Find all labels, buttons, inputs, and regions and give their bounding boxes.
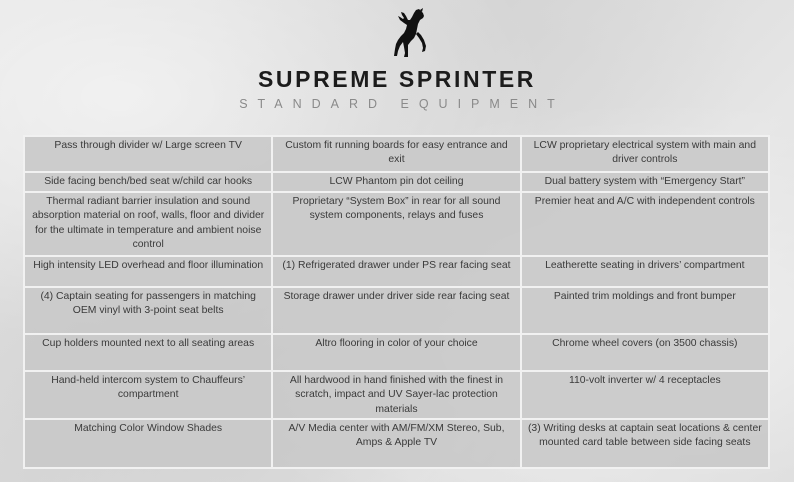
table-row bbox=[24, 136, 769, 172]
table-cell: Cup holders mounted next to all seating areas bbox=[24, 334, 272, 371]
table-cell: 110-volt inverter w/ 4 receptacles bbox=[521, 371, 769, 419]
table-cell: Proprietary “System Box” in rear for all sound system components, relays and fuses bbox=[272, 192, 520, 256]
table-cell: All hardwood in hand finished with the finest in scratch, impact and UV Sayer-lac protection materials bbox=[272, 371, 520, 419]
page-subtitle: STANDARD EQUIPMENT bbox=[239, 97, 565, 111]
table-cell: Chrome wheel covers (on 3500 chassis) bbox=[521, 334, 769, 371]
table-cell: Hand-held intercom system to Chauffeurs’ compartment bbox=[24, 371, 272, 419]
table-row bbox=[24, 419, 769, 468]
table-cell: Custom fit running boards for easy entrance and exit bbox=[272, 136, 520, 172]
table-cell: A/V Media center with AM/FM/XM Stereo, Sub, Amps & Apple TV bbox=[272, 419, 520, 468]
table-cell: Pass through divider w/ Large screen TV bbox=[24, 136, 272, 172]
table-cell: (1) Refrigerated drawer under PS rear facing seat bbox=[272, 256, 520, 287]
table-cell: Dual battery system with “Emergency Start” bbox=[521, 172, 769, 192]
table-cell: LCW proprietary electrical system with main and driver controls bbox=[521, 136, 769, 172]
table-cell: Side facing bench/bed seat w/child car hooks bbox=[24, 172, 272, 192]
table-cell: (4) Captain seating for passengers in matching OEM vinyl with 3-point seat belts bbox=[24, 287, 272, 334]
table-row bbox=[24, 256, 769, 287]
table-cell: Thermal radiant barrier insulation and sound absorption material on roof, walls, floor and divider for the ultimate in temperature and ambient noise control bbox=[24, 192, 272, 256]
table-cell: Painted trim moldings and front bumper bbox=[521, 287, 769, 334]
table-row bbox=[24, 172, 769, 192]
table-row bbox=[24, 371, 769, 419]
table-cell: Leatherette seating in drivers’ compartment bbox=[521, 256, 769, 287]
table-cell: LCW Phantom pin dot ceiling bbox=[272, 172, 520, 192]
table-row bbox=[24, 287, 769, 334]
table-cell: High intensity LED overhead and floor illumination bbox=[24, 256, 272, 287]
table-cell: Altro flooring in color of your choice bbox=[272, 334, 520, 371]
table-row bbox=[24, 192, 769, 256]
page-title: SUPREME SPRINTER bbox=[257, 66, 537, 92]
table-cell: Matching Color Window Shades bbox=[24, 419, 272, 468]
table-cell: Premier heat and A/C with independent controls bbox=[521, 192, 769, 256]
standard-equipment-table bbox=[23, 135, 770, 469]
table-cell: (3) Writing desks at captain seat locations & center mounted card table between side facing seats bbox=[521, 419, 769, 468]
table-cell: Storage drawer under driver side rear facing seat bbox=[272, 287, 520, 334]
table-row bbox=[24, 334, 769, 371]
rearing-horse-icon bbox=[389, 7, 431, 59]
